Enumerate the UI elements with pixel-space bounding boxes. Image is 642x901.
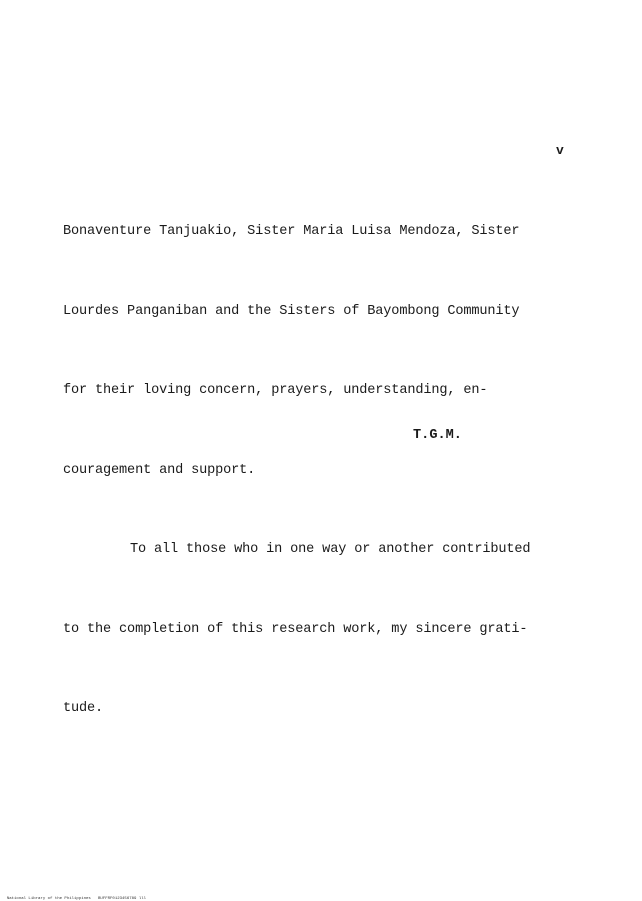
text-line: tude. xyxy=(63,701,104,716)
text-line: Lourdes Panganiban and the Sisters of Bayombong Community xyxy=(63,303,520,319)
footer-source: National Library of the Philippines xyxy=(6,897,91,901)
text-line: to the completion of this research work, my sincere grati- xyxy=(63,621,528,637)
footer-code: BUFFRF0123456789 lll xyxy=(98,897,147,901)
text-line: couragement and support. xyxy=(63,462,256,478)
text-line: for their loving concern, prayers, understanding, en- xyxy=(63,383,488,398)
page-number: v xyxy=(556,143,564,158)
text-line: Bonaventure Tanjuakio, Sister Maria Luisa Mendoza, Sister xyxy=(63,224,520,239)
author-initials: T.G.M. xyxy=(413,428,462,443)
text-line-indented: To all those who in one way or another contributed xyxy=(130,542,531,557)
acknowledgment-text xyxy=(63,166,563,749)
